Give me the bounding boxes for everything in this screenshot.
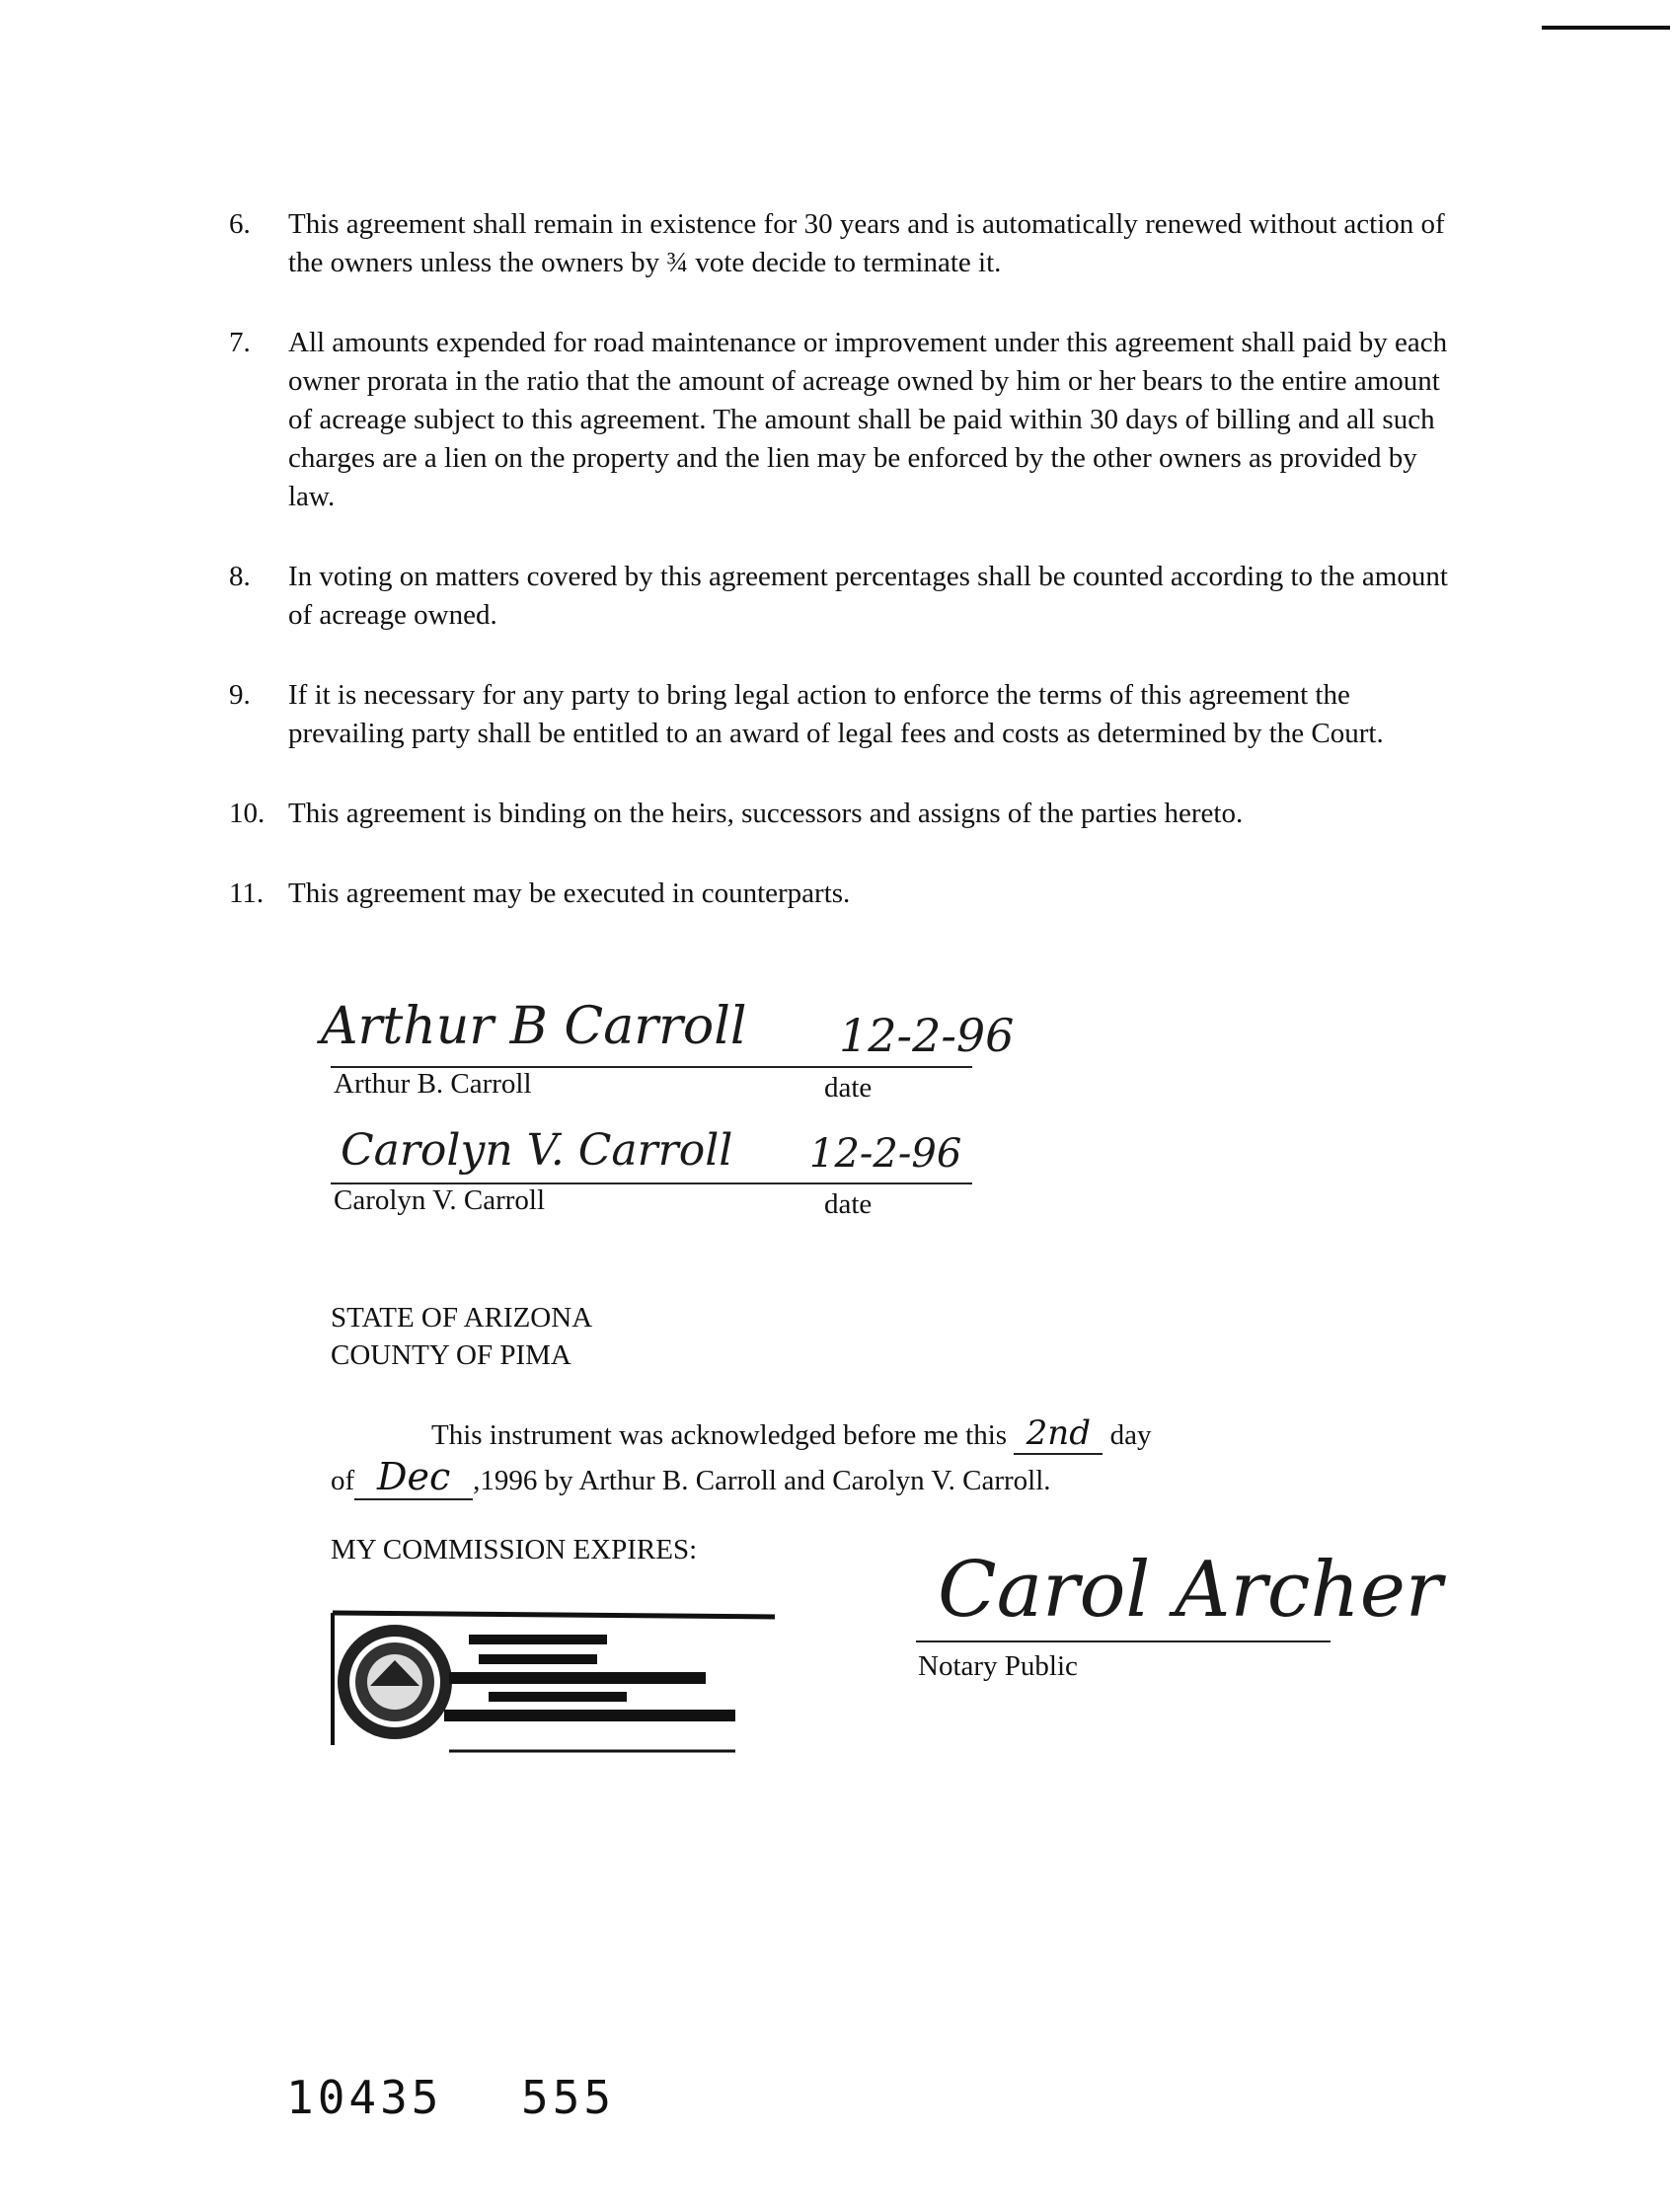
- scan-mark: [1542, 26, 1670, 30]
- date-label: date: [824, 1072, 873, 1104]
- state-name: STATE OF ARIZONA: [331, 1302, 593, 1334]
- notary-seal-stamp: [331, 1607, 775, 1755]
- acknowledgment-line-1: [431, 1413, 1151, 1455]
- clause-text: In voting on matters covered by this agreement percentages shall be counted according to the amount of acreage owned.: [288, 561, 1448, 631]
- clause-number: 6.: [229, 208, 251, 240]
- ack-text: day: [1109, 1419, 1152, 1451]
- notary-label: Notary Public: [918, 1650, 1078, 1682]
- signature-arthur: Arthur B Carroll: [321, 997, 747, 1056]
- clause-number: 8.: [229, 561, 251, 592]
- clause-10: [229, 795, 1453, 833]
- clause-text: This agreement is binding on the heirs, successors and assigns of the parties hereto.: [288, 798, 1244, 829]
- clause-number: 7.: [229, 327, 251, 358]
- ack-day-filled: 2nd: [1014, 1413, 1103, 1455]
- book-number: 10435: [286, 2071, 443, 2124]
- clause-number: 11.: [229, 877, 265, 909]
- date-label: date: [824, 1188, 873, 1220]
- page-number: 555: [521, 2071, 616, 2124]
- notary-signature-line: [916, 1640, 1331, 1642]
- clause-6: [229, 205, 1453, 282]
- clause-number: 10.: [229, 798, 266, 829]
- clause-11: [229, 875, 1453, 913]
- signature-date-arthur: 12-2-96: [839, 1009, 1015, 1062]
- clause-text: All amounts expended for road maintenance or improvement under this agreement shall paid by each owner prorata in the ratio that the amount of acreage owned by him or her bears to the entire amount of acreage subject to this agreement. The amount shall be paid within 30 days of billing and all such charges are a lien on the property and the lien may be enforced by the other owners as provided by law.: [288, 327, 1448, 512]
- notary-signature: Carol Archer: [938, 1546, 1443, 1635]
- clause-list: [229, 205, 1453, 954]
- clause-8: [229, 558, 1453, 635]
- clause-9: [229, 676, 1453, 753]
- commission-expires-label: MY COMMISSION EXPIRES:: [331, 1534, 698, 1565]
- ack-text: of: [331, 1465, 355, 1496]
- clause-number: 9.: [229, 679, 251, 711]
- clause-text: If it is necessary for any party to bring legal action to enforce the terms of this agreement the prevailing party shall be entitled to an award of legal fees and costs as determined by the Court.: [288, 679, 1384, 749]
- acknowledgment-line-2: [331, 1455, 1051, 1500]
- signer-name: Arthur B. Carroll: [334, 1068, 532, 1100]
- jurisdiction-block: [331, 1299, 592, 1374]
- ack-text: This instrument was acknowledged before me this: [431, 1419, 1008, 1451]
- clause-text: This agreement shall remain in existence for 30 years and is automatically renewed without action of the owners unless the owners by ¾ vote decide to terminate it.: [288, 208, 1445, 278]
- ack-month-filled: Dec: [354, 1455, 473, 1500]
- ack-text: ,1996 by Arthur B. Carroll and Carolyn V. Carroll.: [473, 1465, 1051, 1496]
- clause-text: This agreement may be executed in counterparts.: [288, 877, 851, 909]
- clause-7: [229, 324, 1453, 516]
- county-name: COUNTY OF PIMA: [331, 1339, 571, 1371]
- signer-name: Carolyn V. Carroll: [334, 1184, 546, 1216]
- signature-date-carolyn: 12-2-96: [809, 1131, 962, 1177]
- signature-carolyn: Carolyn V. Carroll: [341, 1125, 733, 1176]
